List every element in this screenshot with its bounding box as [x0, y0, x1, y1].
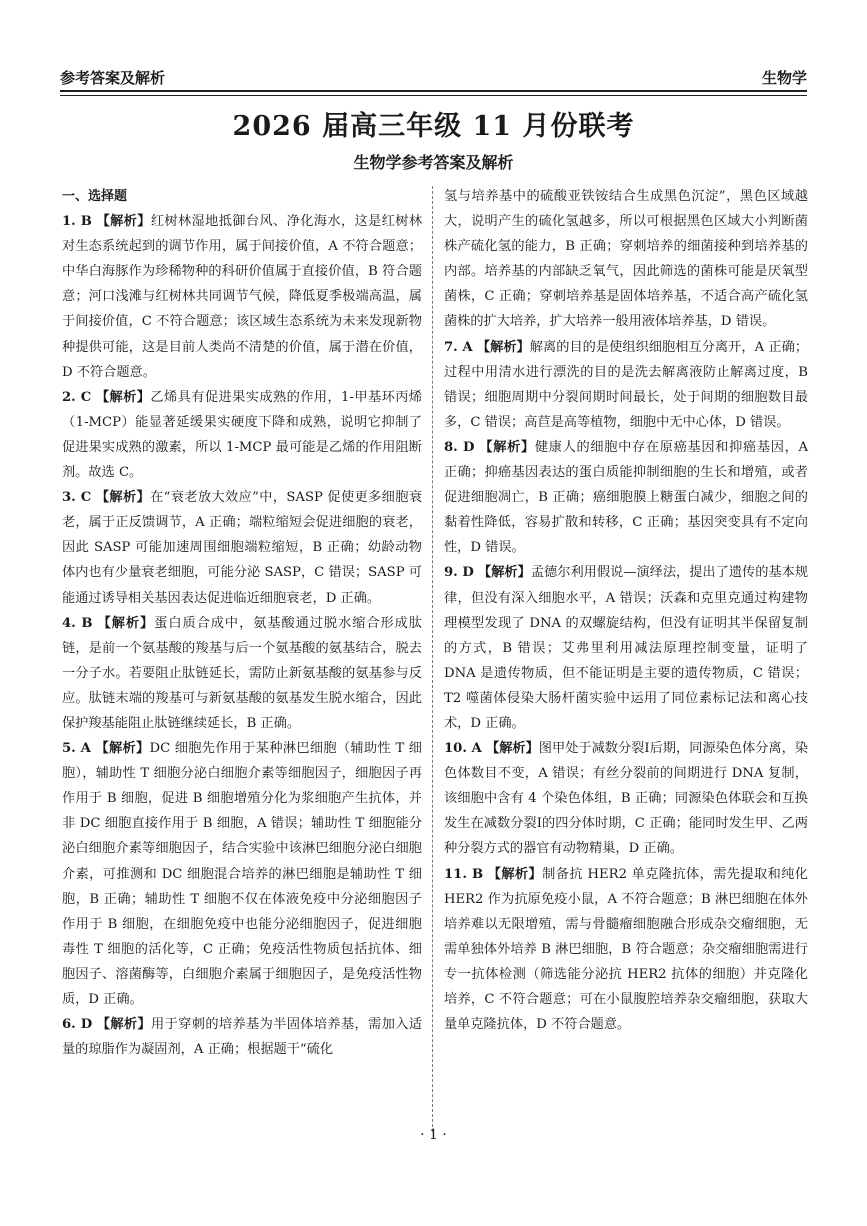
analysis-tag: 【解析】 — [95, 490, 151, 506]
answer-item — [62, 736, 422, 1012]
answer-number: 5. A — [62, 741, 91, 757]
analysis-tag: 【解析】 — [96, 214, 151, 230]
answer-item — [62, 611, 422, 736]
answer-number: 8. D — [444, 439, 475, 455]
analysis-tag: 【解析】 — [95, 741, 150, 757]
page-header — [60, 60, 807, 88]
answer-text: 乙烯具有促进果实成熟的作用，1-甲基环丙烯（1-MCP）能显著延缓果实硬度下降和成熟，说明它抑制了促进果实成熟的激素，所以 1-MCP 最可能是乙烯的作用阻断剂。故选 C。 — [62, 389, 422, 481]
answer-item — [444, 560, 808, 736]
page-subtitle: 生物学参考答案及解析 — [353, 153, 514, 172]
answer-text: 用于穿刺的培养基为半固体培养基，需加入适量的琼脂作为凝固剂，A 正确；根据题干“硫化 — [62, 1017, 423, 1058]
answer-number: 4. B — [62, 615, 93, 631]
analysis-tag: 【解析】 — [486, 741, 539, 757]
answer-number: 2. C — [62, 389, 92, 405]
left-column — [62, 184, 422, 1062]
answer-text: 图甲处于减数分裂Ⅰ后期，同源染色体分离，染色体数目不变，A 错误；有丝分裂前的间期进行 DNA 复制，该细胞中含有 4 个染色体组，B 正确；同源染色体联会和互换发生在减数分裂Ⅰ的四分体时期，C 正确；能同时发生甲、乙两种分裂方式的器官有动物精巢，D 正确。 — [444, 741, 808, 857]
answer-number: 6. D — [62, 1017, 93, 1033]
answer-text: 氢与培养基中的硫酸亚铁铵结合生成黑色沉淀”，黑色区域越大，说明产生的硫化氢越多，所以可根据黑色区域大小判断菌株产硫化氢的能力，B 正确；穿刺培养的细菌接种到培养基的内部。培养基的内部缺乏氧气，因此筛选的菌株可能是厌氧型菌株，C 正确；穿刺培养基是固体培养基，不适合高产硫化氢菌株的扩大培养，扩大培养一般用液体培养基，D 错误。 — [444, 189, 808, 330]
right-question-list — [444, 184, 808, 1037]
analysis-tag: 【解析】 — [95, 389, 151, 405]
header-right: 生物学 — [761, 69, 807, 87]
answer-number: 9. D — [444, 565, 474, 581]
answer-number: 11. B — [444, 866, 484, 882]
analysis-tag: 【解析】 — [476, 339, 530, 355]
analysis-tag: 【解析】 — [479, 439, 535, 455]
answer-text: 解离的目的是使组织细胞相互分离开，A 正确；过程中用清水进行漂洗的目的是洗去解离液防止解离过度，B 错误；细胞周期中分裂间期时间最长，处于间期的细胞数目最多，C 错误；高苣是高等植物，细胞中无中心体，D 错误。 — [444, 339, 809, 430]
analysis-tag: 【解析】 — [487, 866, 543, 882]
section-title: 一、选择题 — [62, 189, 128, 204]
page-title: 2026 届高三年级 11 月份联考 — [232, 111, 635, 142]
answer-number: 1. B — [62, 214, 92, 230]
answer-text: 红树林湿地抵御台风、净化海水，这是红树林对生态系统起到的调节作用，属于间接价值，A 不符合题意；中华白海豚作为珍稀物种的科研价值属于直接价值，B 符合题意；河口浅滩与红树林共同调节气候，降低夏季极端高温，属于间接价值，C 不符合题意；该区域生态系统为未来发现新物种提供可能，这是目前人类尚不清楚的价值，属于潜在价值，D 不符合题意。 — [62, 214, 423, 380]
answer-item — [444, 435, 808, 560]
left-question-list — [62, 209, 422, 1062]
answer-item — [62, 385, 422, 485]
answer-item — [62, 209, 422, 385]
answer-text: DC 细胞先作用于某种淋巴细胞（辅助性 T 细胞），辅助性 T 细胞分泌白细胞介素等细胞因子，细胞因子再作用于 B 细胞，促进 B 细胞增殖分化为浆细胞产生抗体，并非 DC 细胞直接作用于 B 细胞，A 错误；辅助性 T 细胞能分泌白细胞介素等细胞因子，结合实验中该淋巴细胞分泌白细胞介素，可推测和 DC 细胞混合培养的淋巴细胞是辅助性 T 细胞，B 正确；辅助性 T 细胞不仅在体液免疫中分泌细胞因子作用于 B 细胞，在细胞免疫中也能分泌细胞因子，促进细胞毒性 T 细胞的活化等，C 正确；免疫活性物质包括抗体、细胞因子、溶菌酶等，白细胞介素属于细胞因子，是免疫活性物质，D 正确。 — [62, 741, 422, 1007]
page-number: · 1 · — [420, 1127, 447, 1143]
header-left: 参考答案及解析 — [60, 69, 166, 87]
header-rule — [60, 90, 807, 92]
answer-text: 孟德尔利用假说—演绎法，提出了遗传的基本规律，但没有深入细胞水平，A 错误；沃森和克里克通过构建物理模型发现了 DNA 的双螺旋结构，但没有证明其半保留复制的方式，B 错误；艾弗里利用减法原理控制变量，证明了 DNA 是遗传物质，但不能证明是主要的遗传物质，C 错误；T2 噬菌体侵染大肠杆菌实验中运用了同位素标记法和离心技术，D 正确。 — [444, 565, 809, 731]
answer-item — [444, 184, 808, 335]
header-rule-thin — [60, 95, 807, 96]
answer-text: 蛋白质合成中，氨基酸通过脱水缩合形成肽链，是前一个氨基酸的羧基与后一个氨基酸的氨基结合，脱去一分子水。若要阻止肽链延长，需防止新氨基酸的氨基参与反应。肽链末端的羧基可与新氨基酸的氨基发生脱水缩合，因此保护羧基能阻止肽链继续延长，B 正确。 — [62, 615, 422, 731]
answer-item — [444, 736, 808, 861]
answer-text: 健康人的细胞中存在原癌基因和抑癌基因，A 正确；抑癌基因表达的蛋白质能抑制细胞的生长和增殖，或者促进细胞凋亡，B 正确；癌细胞膜上糖蛋白减少，细胞之间的黏着性降低，容易扩散和转移，C 正确；基因突变具有不定向性，D 错误。 — [444, 439, 808, 556]
analysis-tag: 【解析】 — [97, 615, 155, 631]
answer-item — [62, 1012, 422, 1062]
answer-text: 制备抗 HER2 单克隆抗体，需先提取和纯化 HER2 作为抗原免疫小鼠，A 不符合题意；B 淋巴细胞在体外培养难以无限增殖，需与骨髓瘤细胞融合形成杂交瘤细胞，无需单独体外培养 B 淋巴细胞，B 符合题意；杂交瘤细胞需进行专一抗体检测（筛选能分泌抗 HER2 抗体的细胞）并克隆化培养，C 不符合题意；可在小鼠腹腔培养杂交瘤细胞，获取大量单克隆抗体，D 不符合题意。 — [444, 866, 808, 1033]
right-column — [444, 184, 808, 1037]
column-divider — [432, 186, 433, 1132]
answer-item — [444, 862, 808, 1038]
answer-text: 在“衰老放大效应”中，SASP 促使更多细胞衰老，属于正反馈调节，A 正确；端粒缩短会促进细胞的衰老，因此 SASP 可能加速周围细胞端粒缩短，B 正确；幼龄动物体内也有少量衰老细胞，可能分泌 SASP，C 错误；SASP 可能通过诱导相关基因表达促进临近细胞衰老，D 正确。 — [62, 490, 423, 606]
answer-number: 10. A — [444, 741, 482, 757]
answer-number: 7. A — [444, 339, 473, 355]
answer-number: 3. C — [62, 490, 92, 506]
analysis-tag: 【解析】 — [96, 1017, 152, 1033]
answer-item — [62, 485, 422, 610]
answer-item — [444, 335, 808, 435]
analysis-tag: 【解析】 — [478, 565, 531, 581]
